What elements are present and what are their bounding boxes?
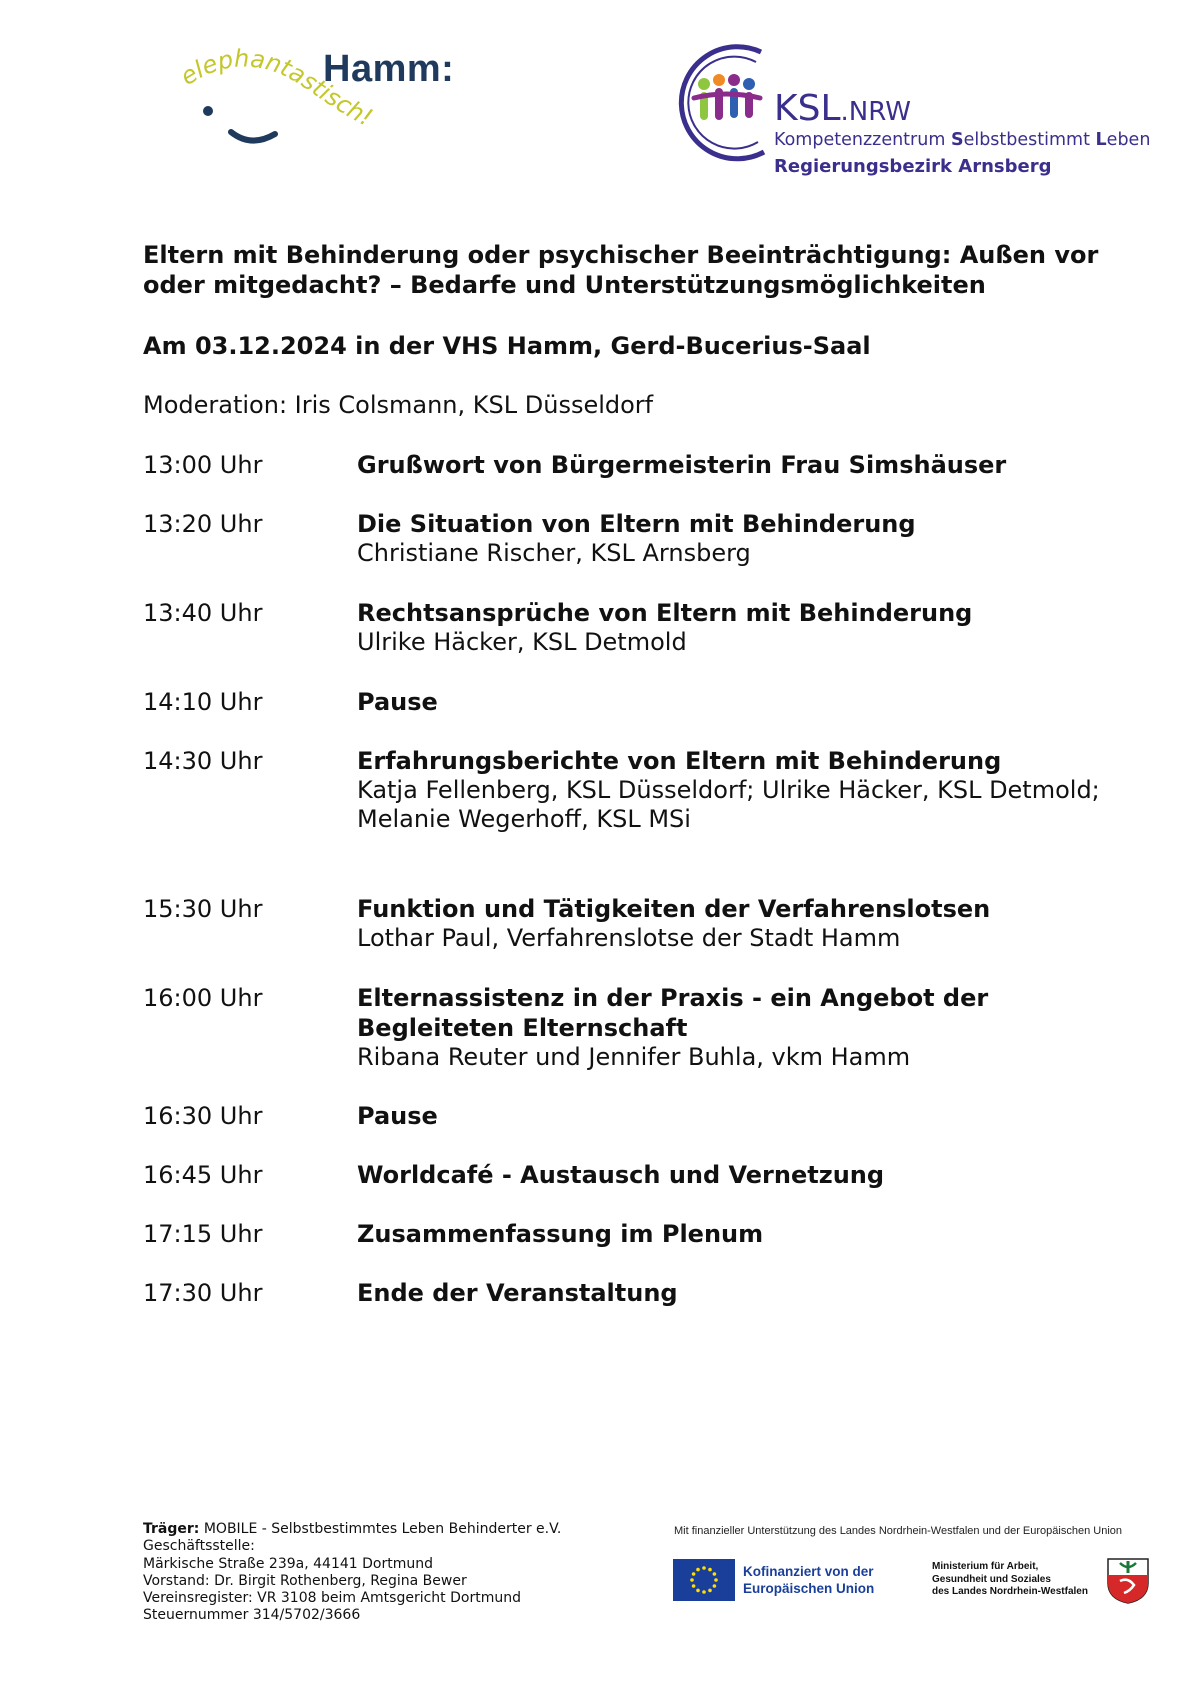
schedule-time: 14:30 Uhr [143,747,263,775]
ksl-subtitle: Kompetenzzentrum Selbstbestimmt Leben [774,130,1151,150]
schedule-title: Zusammenfassung im Plenum [357,1220,764,1248]
footer-address: Märkische Straße 239a, 44141 Dortmund [143,1555,433,1572]
schedule-title: Begleiteten Elternschaft [357,1014,688,1042]
schedule-title: Funktion und Tätigkeiten der Verfahrenslotsen [357,895,991,923]
logo-smile [231,132,275,141]
schedule-time: 15:30 Uhr [143,895,263,923]
schedule-time: 17:30 Uhr [143,1279,263,1307]
schedule-title: Grußwort von Bürgermeisterin Frau Simshäuser [357,451,1007,479]
event-title [143,240,1123,300]
elephantastisch-logo [175,48,475,168]
nrw-crest-icon [1106,1557,1150,1605]
schedule-time: 14:10 Uhr [143,688,263,716]
schedule-speakers: Ulrike Häcker, KSL Detmold [357,628,687,656]
schedule-title: Die Situation von Eltern mit Behinderung [357,510,916,538]
schedule-time: 16:00 Uhr [143,984,263,1012]
event-title-line-1: Eltern mit Behinderung oder psychischer Beeinträchtigung: Außen vor [143,241,1099,269]
schedule-title: Pause [357,688,438,716]
schedule-title: Pause [357,1102,438,1130]
footer-organization [143,1521,561,1625]
elephantastisch-text: elephantastisch! [175,48,377,132]
footer-tax-number: Steuernummer 314/5702/3666 [143,1607,361,1624]
footer-traeger: Träger: MOBILE - Selbstbestimmtes Leben Behinderter e.V. [143,1521,562,1537]
ksl-brand: KSL.NRW [774,88,911,129]
event-header [143,240,1133,420]
logo-city: Hamm: [323,48,455,90]
schedule-title: Elternassistenz in der Praxis - ein Angebot der [357,984,989,1012]
ministry-label: Ministerium für Arbeit, Gesundheit und Soziales des Landes Nordrhein-Westfalen [932,1561,1088,1597]
ksl-people-icon [666,40,776,170]
logo-eye-dot [203,106,213,116]
schedule-speakers: Christiane Rischer, KSL Arnsberg [357,539,751,567]
schedule-speakers: Lothar Paul, Verfahrenslotse der Stadt Hamm [357,924,901,952]
ksl-nrw-logo [666,40,1151,180]
eu-flag-icon [673,1559,735,1601]
schedule-time: 13:40 Uhr [143,599,263,627]
schedule-time: 13:20 Uhr [143,510,263,538]
schedule-title: Erfahrungsberichte von Eltern mit Behinderung [357,747,1002,775]
funding-note: Mit finanzieller Unterstützung des Landes Nordrhein-Westfalen und der Europäischen Union [674,1525,1122,1537]
schedule-speakers: Melanie Wegerhoff, KSL MSi [357,805,691,833]
ksl-region: Regierungsbezirk Arnsberg [774,156,1052,177]
schedule-time: 17:15 Uhr [143,1220,263,1248]
schedule-time: 16:45 Uhr [143,1161,263,1189]
footer-register: Vereinsregister: VR 3108 beim Amtsgericht Dortmund [143,1590,521,1607]
schedule-title: Ende der Veranstaltung [357,1279,678,1307]
footer-board: Vorstand: Dr. Birgit Rothenberg, Regina Bewer [143,1572,467,1589]
event-date-location: Am 03.12.2024 in der VHS Hamm, Gerd-Bucerius-Saal [143,332,871,360]
eu-cofunding-label: Kofinanziert von der Europäischen Union [743,1564,875,1596]
schedule-title: Rechtsansprüche von Eltern mit Behinderung [357,599,973,627]
schedule-speakers: Ribana Reuter und Jennifer Buhla, vkm Hamm [357,1043,911,1071]
schedule-time: 13:00 Uhr [143,451,263,479]
schedule-speakers: Katja Fellenberg, KSL Düsseldorf; Ulrike Häcker, KSL Detmold; [357,776,1100,804]
schedule-time: 16:30 Uhr [143,1102,263,1130]
schedule-title: Worldcafé - Austausch und Vernetzung [357,1161,885,1189]
event-title-line-2: oder mitgedacht? – Bedarfe und Unterstützungsmöglichkeiten [143,271,986,299]
event-moderation: Moderation: Iris Colsmann, KSL Düsseldorf [143,391,654,419]
footer-office-label: Geschäftsstelle: [143,1538,255,1555]
